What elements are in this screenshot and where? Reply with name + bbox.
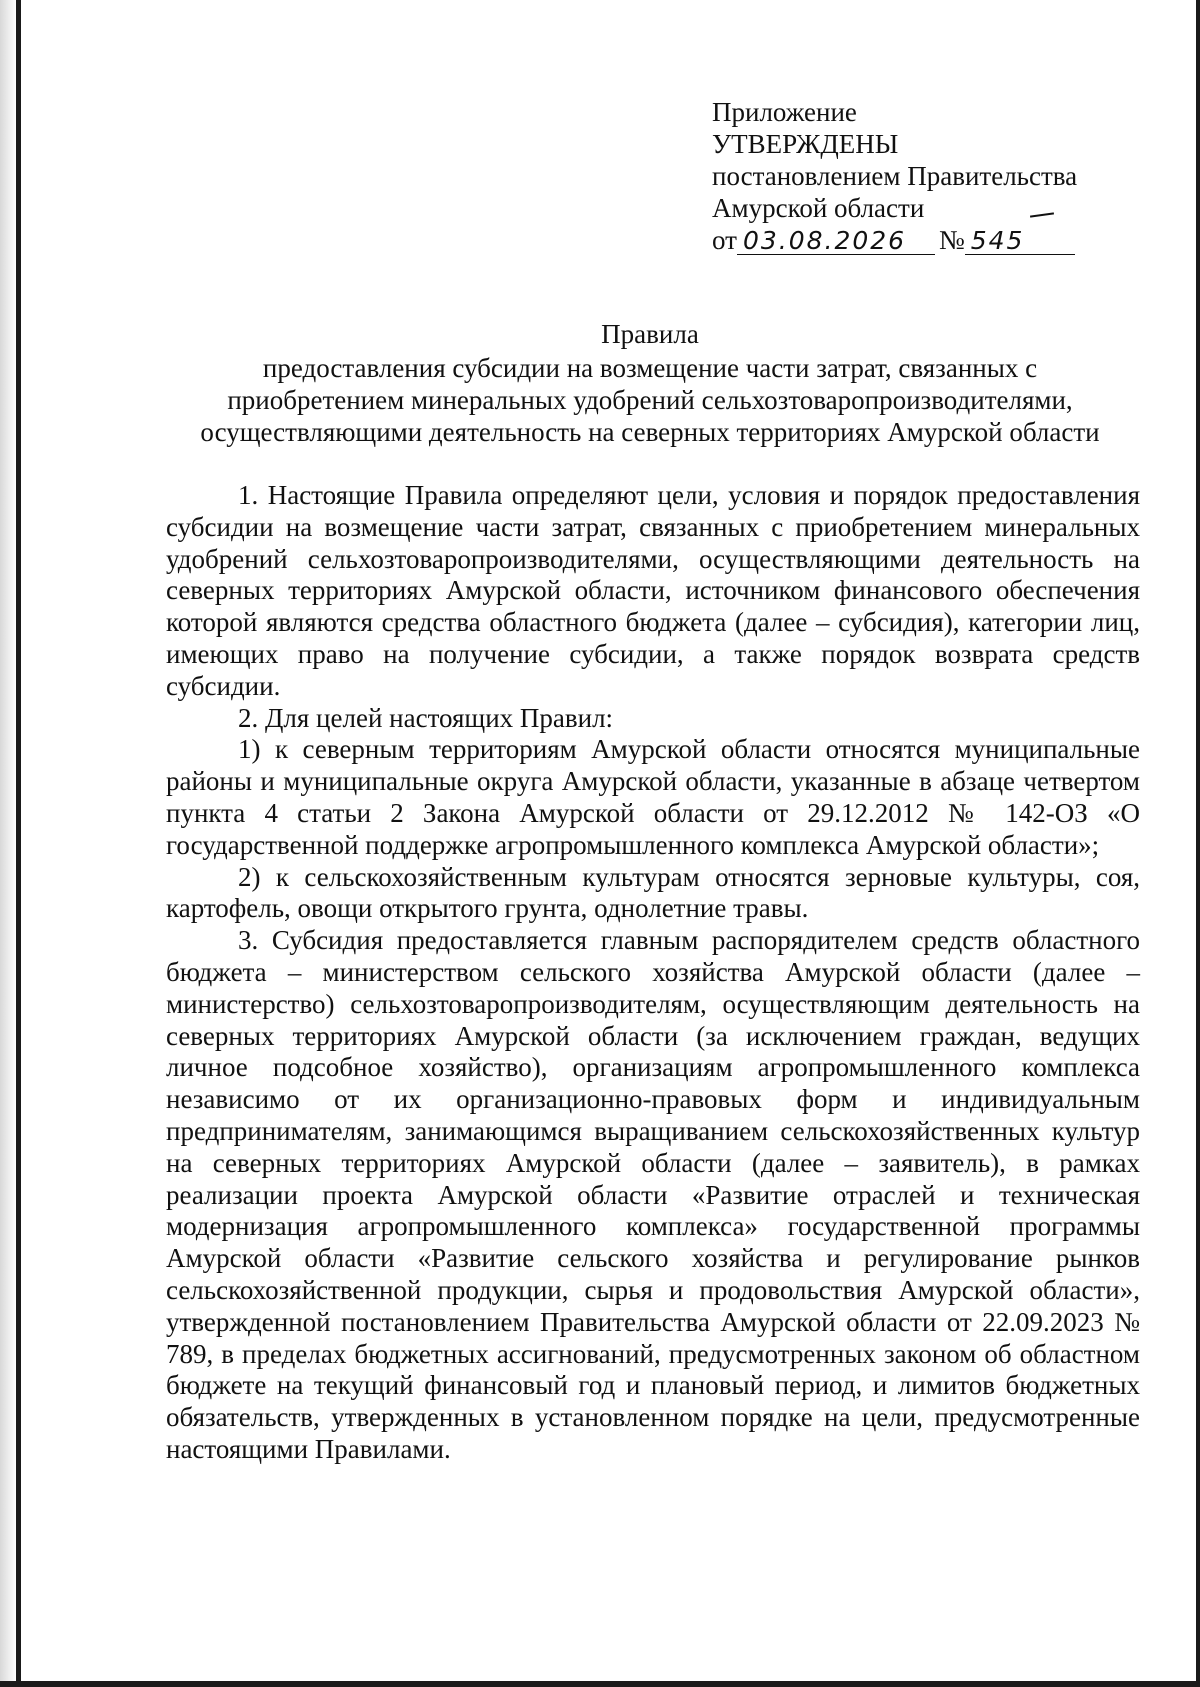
handwritten-date: 03.08.2026 xyxy=(742,226,907,255)
title-subline-3: осуществляющими деятельность на северных территориях Амурской области xyxy=(200,417,1100,447)
scan-left-shadow xyxy=(0,0,16,1687)
paragraph-2-item-1: 1) к северным территориям Амурской области относятся муниципальные районы и муниципальные округа Амурской области, указанные в абзаце четвертом пункта 4 статьи 2 Закона Амурской области от 29.12.2012 № 142-ОЗ «О государственной поддержке агропромышленного комплекса Амурской области»; xyxy=(166,734,1140,860)
paragraph-2: 2. Для целей настоящих Правил: xyxy=(238,702,614,733)
approval-region-label: Амурской области xyxy=(712,193,925,223)
date-blank xyxy=(737,227,935,255)
approval-stamp-block xyxy=(712,96,1077,256)
title-subline-1: предоставления субсидии на возмещение части затрат, связанных с xyxy=(262,353,1038,383)
number-prefix: № xyxy=(938,225,965,255)
paragraph-1: 1. Настоящие Правила определяют цели, условия и порядок предоставления субсидии на возмещение части затрат, связанных с приобретением минеральных удобрений сельхозтоваропроизводителями, осуществляющими деятельность на северных территориях Амурской области, источником финансового обеспечения которой являются средства областного бюджета (далее – субсидия), категории лиц, имеющих право на получение субсидии, а также порядок возврата средств субсидии. xyxy=(166,480,1140,701)
scan-left-border xyxy=(16,0,21,1687)
paragraph-3: 3. Субсидия предоставляется главным распорядителем средств областного бюджета – министерством сельского хозяйства Амурской области (далее – министерство) сельхозтоваропроизводителям, осуществляющим деятельность на северных территориях Амурской области (за исключением граждан, ведущих личное подсобное хозяйство), организациям агропромышленного комплекса независимо от их организационно-правовых форм и индивидуальным предпринимателям, занимающимся выращиванием сельскохозяйственных культур на северных территориях Амурской области (далее – заявитель), в рамках реализации проекта Амурской области «Развитие отраслей и техническая модернизация агропромышленного комплекса» государственной программы Амурской области «Развитие сельского хозяйства и регулирование рынков сельскохозяйственной продукции, сырья и продовольствия Амурской области», утвержденной постановлением Правительства Амурской области от 22.09.2023 № 789, в пределах бюджетных ассигнований, предусмотренных законом об областном бюджете на текущий финансовый год и плановый период, и лимитов бюджетных обязательств, утвержденных в установленном порядке на цели, предусмотренные настоящими Правилами. xyxy=(166,925,1140,1464)
paragraph-2-item-2: 2) к сельскохозяйственным культурам относятся зерновые культуры, соя, картофель, овощи открытого грунта, однолетние травы. xyxy=(166,861,1140,924)
document-body xyxy=(166,480,1140,1466)
scan-right-border xyxy=(1196,0,1200,1687)
approval-decree-label: постановлением Правительства xyxy=(712,161,1078,191)
title-heading: Правила xyxy=(601,319,699,349)
title-subline-2: приобретением минеральных удобрений сельхозтоваропроизводителями, xyxy=(227,385,1073,415)
document-title xyxy=(160,318,1140,448)
scan-bottom-border xyxy=(0,1681,1200,1687)
approval-date-number-line xyxy=(712,224,1077,256)
date-prefix: от xyxy=(712,225,737,255)
approval-approved-label: УТВЕРЖДЕНЫ xyxy=(712,129,899,159)
handwritten-number: 545 xyxy=(970,226,1025,255)
number-blank xyxy=(965,227,1075,255)
approval-appendix-label: Приложение xyxy=(712,97,857,127)
